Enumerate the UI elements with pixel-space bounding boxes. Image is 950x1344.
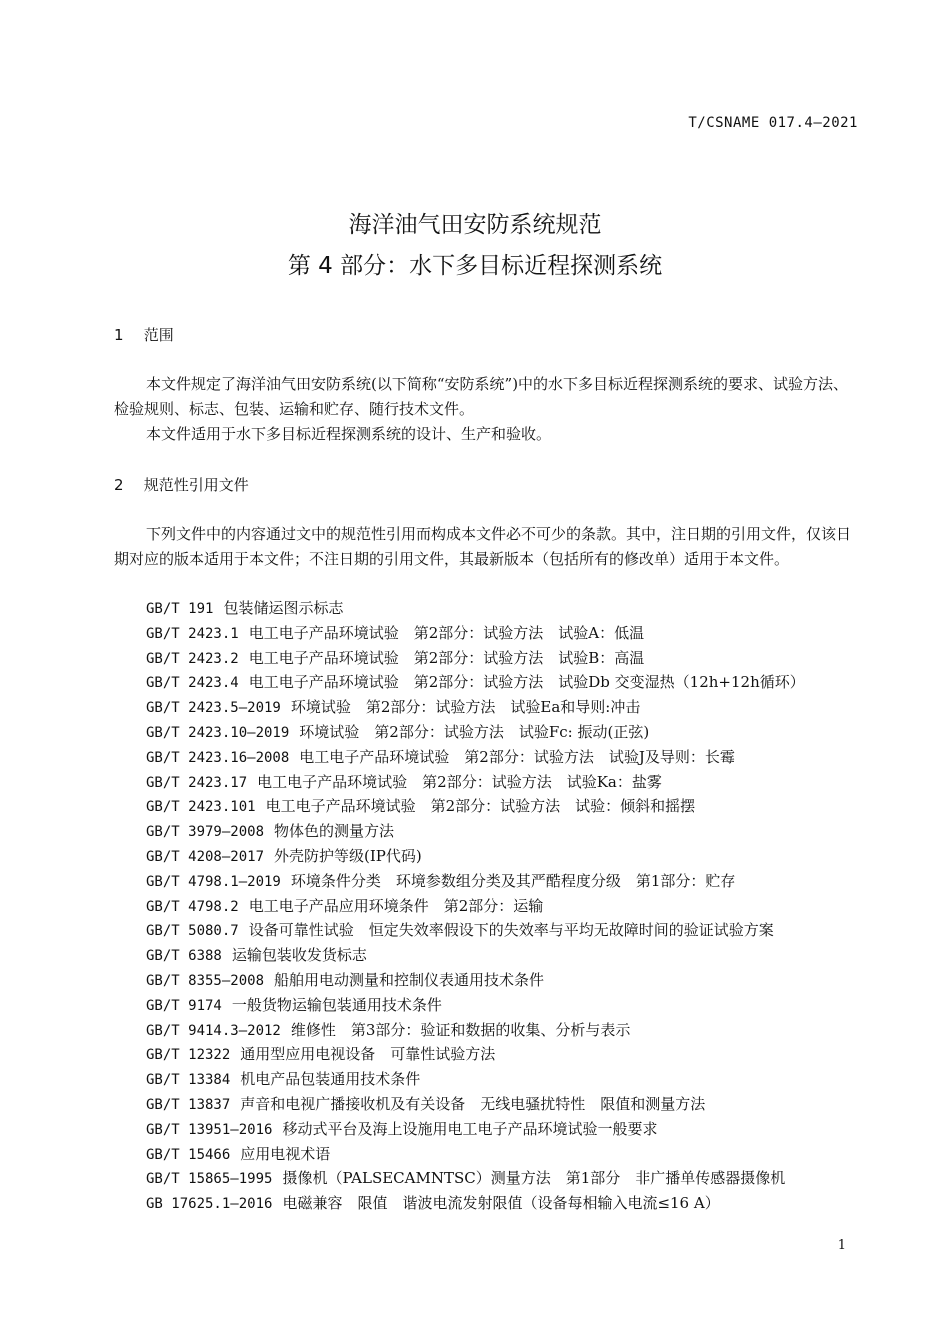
reference-title: 船舶用电动测量和控制仪表通用技术条件 <box>274 970 545 989</box>
reference-title: 维修性 第3部分：验证和数据的收集、分析与表示 <box>290 1020 631 1039</box>
reference-list <box>146 596 805 1216</box>
reference-item <box>146 1191 805 1216</box>
reference-item <box>146 1117 805 1142</box>
reference-title: 声音和电视广播接收机及有关设备 无线电骚扰特性 限值和测量方法 <box>240 1094 706 1113</box>
reference-title: 外壳防护等级(IP代码) <box>274 846 422 865</box>
reference-code: GB/T 4798.1—2019 <box>146 873 281 890</box>
reference-code: GB/T 9414.3—2012 <box>146 1022 281 1039</box>
reference-title: 电工电子产品环境试验 第2部分：试验方法 试验：倾斜和摇摆 <box>265 797 696 816</box>
reference-item <box>146 670 805 695</box>
reference-code: GB/T 191 <box>146 601 214 617</box>
section-title: 规范性引用文件 <box>143 476 249 494</box>
reference-title: 电工电子产品环境试验 第2部分：试验方法 试验B：高温 <box>248 648 645 667</box>
reference-item <box>146 695 805 720</box>
reference-code: GB/T 2423.1 <box>146 625 239 642</box>
reference-item <box>146 993 805 1018</box>
reference-code: GB 17625.1—2016 <box>146 1196 273 1213</box>
reference-code: GB/T 2423.101 <box>146 799 256 816</box>
reference-item <box>146 596 805 621</box>
document-number: T/CSNAME 017.4—2021 <box>688 115 858 131</box>
reference-title: 移动式平台及海上设施用电工电子产品环境试验一般要求 <box>282 1119 658 1138</box>
reference-item <box>146 794 805 819</box>
reference-code: GB/T 6388 <box>146 948 222 965</box>
reference-item <box>146 968 805 993</box>
reference-item <box>146 621 805 646</box>
reference-code: GB/T 2423.16—2008 <box>146 749 290 766</box>
reference-code: GB/T 2423.10—2019 <box>146 724 290 741</box>
reference-code: GB/T 5080.7 <box>146 923 239 940</box>
reference-code: GB/T 13951—2016 <box>146 1121 273 1138</box>
reference-title: 运输包装收发货标志 <box>231 946 367 965</box>
reference-item <box>146 844 805 869</box>
reference-code: GB/T 13837 <box>146 1096 231 1113</box>
reference-code: GB/T 9174 <box>146 997 222 1014</box>
reference-item <box>146 869 805 894</box>
reference-code: GB/T 2423.5—2019 <box>146 700 281 717</box>
reference-item <box>146 819 805 844</box>
reference-item <box>146 1018 805 1043</box>
reference-code: GB/T 4208—2017 <box>146 848 265 865</box>
page-number: 1 <box>837 1238 846 1253</box>
reference-code: GB/T 3979—2008 <box>146 824 265 841</box>
reference-title: 环境试验 第2部分：试验方法 试验Ea和导则:冲击 <box>290 698 641 717</box>
references-intro-paragraph: 下列文件中的内容通过文中的规范性引用而构成本文件必不可少的条款。其中，注日期的引用文件，仅该日期对应的版本适用于本文件；不注日期的引用文件，其最新版本（包括所有的修改单）适用于本文件。 <box>114 525 852 568</box>
reference-title: 环境条件分类 环境参数组分类及其严酷程度分级 第1部分：贮存 <box>290 871 736 890</box>
reference-code: GB/T 8355—2008 <box>146 972 265 989</box>
reference-title: 通用型应用电视设备 可靠性试验方法 <box>240 1045 496 1064</box>
reference-item <box>146 770 805 795</box>
reference-title: 物体色的测量方法 <box>274 822 395 841</box>
reference-title: 电工电子产品应用环境条件 第2部分：运输 <box>248 896 544 915</box>
reference-code: GB/T 2423.4 <box>146 675 239 692</box>
reference-code: GB/T 2423.2 <box>146 650 239 667</box>
reference-item <box>146 646 805 671</box>
reference-code: GB/T 12322 <box>146 1047 231 1064</box>
reference-title: 摄像机（PALSECAMNTSC）测量方法 第1部分 非广播单传感器摄像机 <box>282 1169 786 1188</box>
reference-code: GB/T 13384 <box>146 1072 231 1089</box>
reference-title: 包装储运图示标志 <box>223 599 344 617</box>
section-number: 1 <box>114 326 124 344</box>
reference-item <box>146 1067 805 1092</box>
reference-title: 环境试验 第2部分：试验方法 试验Fc: 振动(正弦) <box>299 722 650 741</box>
document-title: 海洋油气田安防系统规范 <box>348 212 602 238</box>
reference-item <box>146 745 805 770</box>
reference-title: 应用电视术语 <box>240 1144 331 1163</box>
reference-title: 电工电子产品环境试验 第2部分：试验方法 试验A：低温 <box>248 623 645 642</box>
reference-code: GB/T 15865—1995 <box>146 1171 273 1188</box>
reference-title: 设备可靠性试验 恒定失效率假设下的失效率与平均无故障时间的验证试验方案 <box>248 921 774 940</box>
reference-item <box>146 1166 805 1191</box>
reference-title: 电磁兼容 限值 谐波电流发射限值（设备每相输入电流≤16 A） <box>282 1194 720 1213</box>
reference-item <box>146 894 805 919</box>
reference-title: 电工电子产品环境试验 第2部分：试验方法 试验J及导则：长霉 <box>299 747 735 766</box>
section-number: 2 <box>114 476 124 494</box>
reference-title: 一般货物运输包装通用技术条件 <box>231 995 442 1014</box>
reference-title: 机电产品包装通用技术条件 <box>240 1070 421 1089</box>
section-1-heading <box>114 324 174 345</box>
section-2-heading <box>114 474 249 495</box>
reference-item <box>146 943 805 968</box>
section-title: 范围 <box>143 326 174 344</box>
reference-item <box>146 1142 805 1167</box>
reference-title: 电工电子产品环境试验 第2部分：试验方法 试验Db 交变湿热（12h+12h循环） <box>248 673 805 692</box>
reference-code: GB/T 2423.17 <box>146 774 248 791</box>
reference-code: GB/T 4798.2 <box>146 898 239 915</box>
document-subtitle: 第 4 部分：水下多目标近程探测系统 <box>287 253 663 279</box>
scope-paragraph-1: 本文件规定了海洋油气田安防系统(以下简称“安防系统”)中的水下多目标近程探测系统的要求、试验方法、检验规则、标志、包装、运输和贮存、随行技术文件。 <box>114 375 849 418</box>
reference-item <box>146 918 805 943</box>
reference-item <box>146 1042 805 1067</box>
scope-paragraph-2: 本文件适用于水下多目标近程探测系统的设计、生产和验收。 <box>146 425 552 443</box>
reference-title: 电工电子产品环境试验 第2部分：试验方法 试验Ka：盐雾 <box>257 772 662 791</box>
reference-code: GB/T 15466 <box>146 1146 231 1163</box>
reference-item <box>146 720 805 745</box>
reference-item <box>146 1092 805 1117</box>
